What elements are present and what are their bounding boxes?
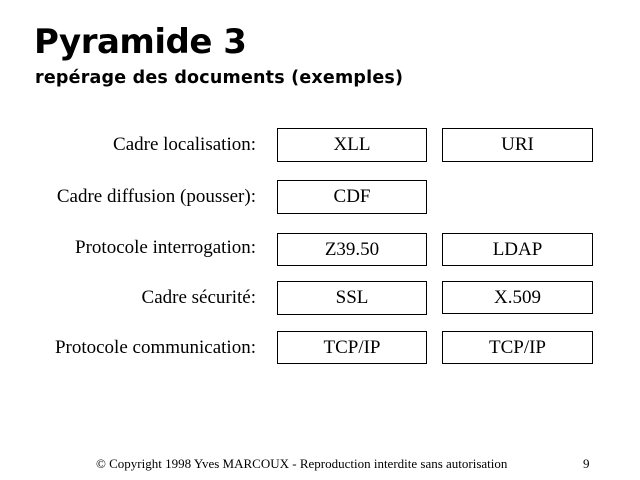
cell-securite-2: X.509 xyxy=(442,281,593,314)
cell-localisation-1: XLL xyxy=(277,128,427,162)
row-label-diffusion: Cadre diffusion (pousser): xyxy=(56,186,256,207)
row-label-localisation: Cadre localisation: xyxy=(113,134,256,155)
cell-localisation-2: URI xyxy=(442,128,593,162)
cell-diffusion-1: CDF xyxy=(277,180,427,214)
page-number: 9 xyxy=(583,456,590,471)
row-label-securite: Cadre sécurité: xyxy=(141,287,256,308)
cell-communication-2: TCP/IP xyxy=(442,331,593,364)
slide-title: Pyramide 3 xyxy=(34,22,247,62)
slide-subtitle: repérage des documents (exemples) xyxy=(35,68,404,88)
cell-securite-1: SSL xyxy=(277,281,427,315)
row-label-interrogation: Protocole interrogation: xyxy=(75,237,256,258)
copyright-footer: © Copyright 1998 Yves MARCOUX - Reproduction interdite sans autorisation xyxy=(96,456,508,471)
cell-communication-1: TCP/IP xyxy=(277,331,427,364)
cell-interrogation-1: Z39.50 xyxy=(277,233,427,266)
row-label-communication: Protocole communication: xyxy=(54,337,256,358)
cell-interrogation-2: LDAP xyxy=(442,233,593,266)
